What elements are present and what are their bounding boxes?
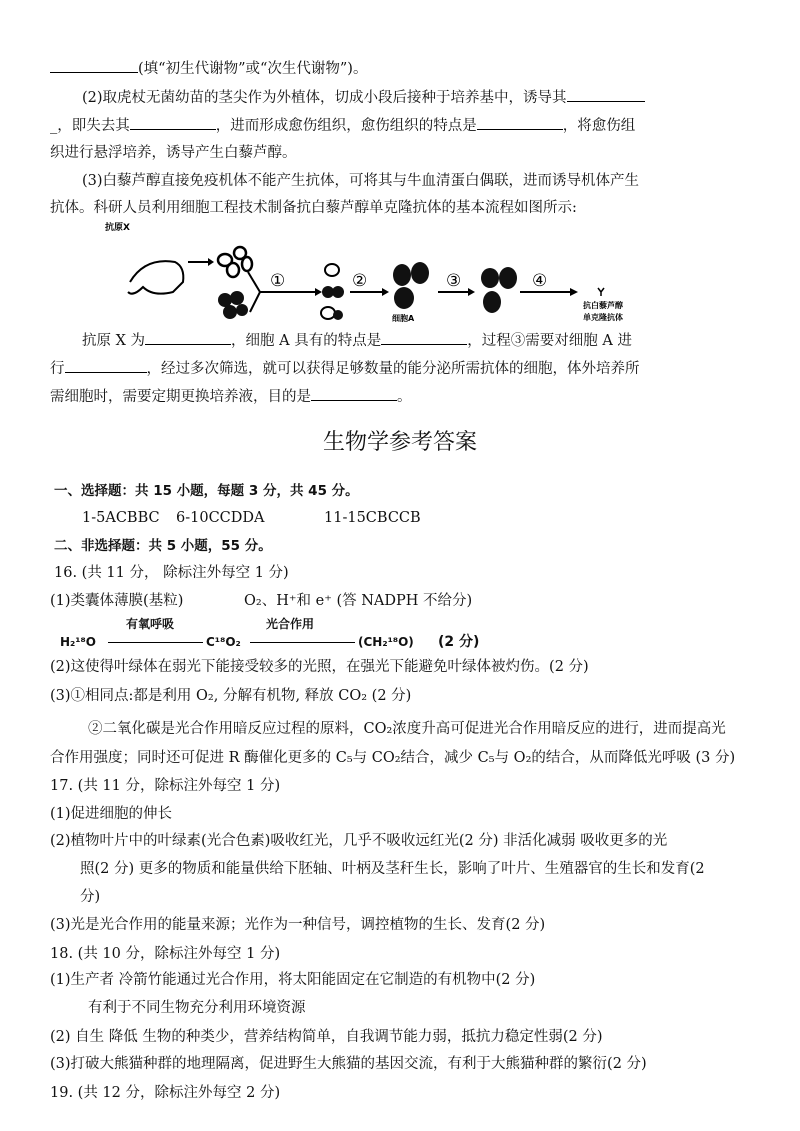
text: _，即失去其: [50, 118, 130, 134]
answer-blank: [567, 87, 645, 102]
answer-title: 生物学参考答案: [322, 430, 477, 455]
arrowhead: [570, 288, 578, 296]
text: 需细胞时，需要定期更换培养液，目的是: [50, 389, 311, 405]
section-heading: 二、非选择题：共 5 小题，55 分。: [54, 538, 272, 554]
text: 行: [50, 361, 65, 377]
arrowhead: [382, 288, 389, 296]
answer-line: (3)①相同点:都是利用 O₂, 分解有机物, 释放 CO₂ (2 分): [50, 688, 412, 704]
q-line: 织进行悬浮培养，诱导产生白藜芦醇。: [50, 145, 297, 161]
answer-blank: [50, 58, 138, 73]
answer-blank: [65, 358, 147, 373]
q-line: [50, 58, 367, 79]
text: ，经过多次筛选，就可以获得足够数量的能分泌所需抗体的细胞，体外培养所: [146, 361, 640, 377]
arrow-photosynthesis: [250, 642, 355, 643]
answer-line: (1)类囊体薄膜(基粒): [50, 593, 184, 609]
text: ，进而形成愈伤组织，愈伤组织的特点是: [215, 118, 477, 134]
q-line: (3)白藜芦醇直接免疫机体不能产生抗体，可将其与牛血清蛋白偶联，进而诱导机体产生: [82, 173, 640, 189]
arrow-label: 光合作用: [266, 617, 315, 631]
answer-blank: [311, 386, 397, 401]
q-line: [50, 386, 412, 407]
answer-line: (3)打破大熊猫种群的地理隔离，促进野生大熊猫的基因交流，有利于大熊猫种群的繁衍(2 分): [50, 1056, 647, 1072]
step-1-label: ①: [270, 271, 286, 291]
product-label: 单克隆抗体: [583, 313, 623, 322]
text: ，将愈伤组: [562, 118, 636, 134]
choice-answers: 1-5ACBBC: [82, 510, 160, 526]
step-4-label: ④: [532, 271, 548, 291]
answer-line: 有利于不同生物充分利用环境资源: [88, 1000, 306, 1016]
q-line: [50, 358, 640, 379]
answer-blank: [477, 115, 563, 130]
arrow-respiration: [108, 642, 203, 643]
text: ，细胞 A 具有的特点是: [231, 333, 382, 349]
answer-line: (2)这使得叶绿体在弱光下能接受较多的光照，在强光下能避免叶绿体被灼伤。(2 分): [50, 659, 589, 675]
step-3-label: ③: [446, 271, 462, 291]
answer-line: 分): [80, 889, 101, 905]
arrow-label: 有氧呼吸: [126, 617, 175, 631]
arrowhead: [208, 258, 214, 266]
h2o-label: H₂¹⁸O: [60, 635, 97, 649]
text: (填“初生代谢物”或“次生代谢物”)。: [138, 61, 368, 77]
antibody-icon: [598, 288, 604, 296]
co2-label: C¹⁸O₂: [206, 635, 241, 649]
secreting-cells: [481, 267, 517, 313]
hybridoma-cells: [393, 262, 429, 309]
answer-line: (2)植物叶片中的叶绿素(光合色素)吸收红光，几乎不吸收远红光(2 分) 非活化减弱 吸收更多的光: [50, 833, 668, 849]
answer-line: (1)生产者 冷箭竹能通过光合作用，将太阳能固定在它制造的有机物中(2 分): [50, 972, 536, 988]
text: ，过程③需要对细胞 A 进: [467, 333, 632, 349]
answer-blank: [130, 115, 216, 130]
mouse-icon: [128, 261, 183, 294]
q-line: 抗体。科研人员利用细胞工程技术制备抗白藜芦醇单克隆抗体的基本流程如图所示:: [50, 200, 577, 216]
choice-answers: 6-10CCDDA: [176, 510, 265, 526]
b-cells: [218, 247, 252, 277]
step-2-label: ②: [352, 271, 368, 291]
answer-line: (3)光是光合作用的能量来源；光作为一种信号，调控植物的生长、发育(2 分): [50, 917, 546, 933]
fused-cells: [321, 264, 344, 320]
text: 抗原 X 为: [82, 333, 146, 349]
arrowhead: [315, 288, 322, 296]
answer-line: O₂、H⁺和 e⁺ (答 NADPH 不给分): [244, 593, 473, 609]
answer-line: (1)促进细胞的伸长: [50, 806, 173, 822]
q-line: [82, 87, 645, 108]
q-heading: 16. (共 11 分， 除标注外每空 1 分): [54, 565, 289, 581]
score: (2 分): [438, 634, 480, 650]
product-label: 抗白藜芦醇: [583, 301, 623, 310]
q-heading: 19. (共 12 分，除标注外每空 2 分): [50, 1085, 281, 1101]
answer-line: 合作用强度；同时还可促进 R 酶催化更多的 C₅与 CO₂结合，减少 C₅与 O₂的结合，从而降低光呼吸 (3 分): [50, 750, 736, 766]
q-line: [82, 330, 632, 351]
text: (2)取虎杖无菌幼苗的茎尖作为外植体，切成小段后接种于培养基中，诱导其: [82, 90, 567, 106]
antigen-label: 抗原X: [105, 223, 130, 233]
arrowhead: [468, 288, 475, 296]
q-heading: 17. (共 11 分，除标注外每空 1 分): [50, 778, 281, 794]
myeloma-cells: [218, 291, 248, 319]
antibody-flow-diagram: [100, 220, 700, 324]
answer-blank: [381, 330, 467, 345]
q-heading: 18. (共 10 分，除标注外每空 1 分): [50, 946, 281, 962]
answer-line: ②二氧化碳是光合作用暗反应过程的原料，CO₂浓度升高可促进光合作用暗反应的进行，进而提高光: [88, 721, 726, 737]
ch2o-label: (CH₂¹⁸O): [358, 635, 414, 649]
section-heading: 一、选择题：共 15 小题，每题 3 分，共 45 分。: [54, 483, 359, 499]
text: 。: [397, 389, 412, 405]
cell-a-label: 细胞A: [392, 314, 415, 323]
answer-line: (2) 自生 降低 生物的种类少，营养结构简单，自我调节能力弱，抵抗力稳定性弱(2 分): [50, 1029, 603, 1045]
choice-answers: 11-15CBCCB: [324, 510, 421, 526]
q-line: [50, 115, 635, 136]
answer-blank: [145, 330, 231, 345]
answer-line: 照(2 分) 更多的物质和能量供给下胚轴、叶柄及茎秆生长，影响了叶片、生殖器官的生长和发育(2: [80, 861, 705, 877]
